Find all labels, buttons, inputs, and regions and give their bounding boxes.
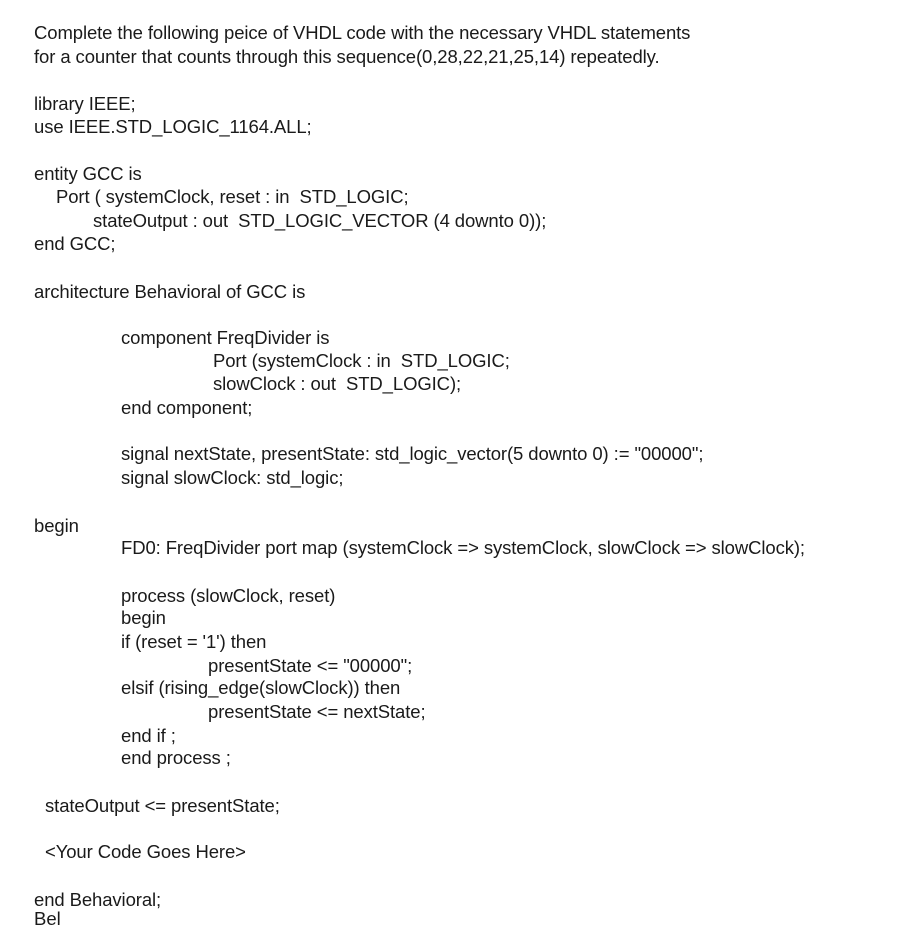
code-port-line-2: stateOutput : out STD_LOGIC_VECTOR (4 downto 0)); — [93, 210, 547, 231]
code-component-end: end component; — [121, 397, 253, 418]
code-library: library IEEE; — [34, 93, 136, 114]
code-assign-next: presentState <= nextState; — [208, 701, 426, 722]
code-placeholder: <Your Code Goes Here> — [45, 841, 246, 862]
code-assign-reset: presentState <= "00000"; — [208, 655, 413, 676]
code-component-port-1: Port (systemClock : in STD_LOGIC; — [213, 350, 510, 371]
code-entity-end: end GCC; — [34, 233, 116, 254]
code-begin: begin — [34, 515, 79, 536]
code-end-if: end if ; — [121, 725, 176, 746]
intro-line-1: Complete the following peice of VHDL code with the necessary VHDL statements — [34, 22, 691, 43]
code-signal-2: signal slowClock: std_logic; — [121, 467, 344, 488]
code-process-begin: begin — [121, 607, 166, 628]
code-port-line-1: Port ( systemClock, reset : in STD_LOGIC; — [56, 186, 409, 207]
code-if-reset: if (reset = '1') then — [121, 631, 267, 652]
code-signal-1: signal nextState, presentState: std_logic_vector(5 downto 0) := "00000"; — [121, 443, 704, 464]
code-use: use IEEE.STD_LOGIC_1164.ALL; — [34, 116, 312, 137]
cut-off-line — [34, 908, 62, 929]
code-component-start: component FreqDivider is — [121, 327, 330, 348]
intro-line-2: for a counter that counts through this sequence(0,28,22,21,25,14) repeatedly. — [34, 46, 660, 67]
code-port-map: FD0: FreqDivider port map (systemClock => systemClock, slowClock => slowClock); — [121, 537, 805, 558]
code-component-port-2: slowClock : out STD_LOGIC); — [213, 373, 462, 394]
code-elsif-edge: elsif (rising_edge(slowClock)) then — [121, 677, 401, 698]
cut-off-text: Bel — [34, 908, 61, 929]
code-architecture-end: end Behavioral; — [34, 889, 162, 910]
code-state-output: stateOutput <= presentState; — [45, 795, 280, 816]
code-entity-start: entity GCC is — [34, 163, 142, 184]
code-process-start: process (slowClock, reset) — [121, 585, 336, 606]
code-end-process: end process ; — [121, 747, 231, 768]
code-architecture-start: architecture Behavioral of GCC is — [34, 281, 306, 302]
